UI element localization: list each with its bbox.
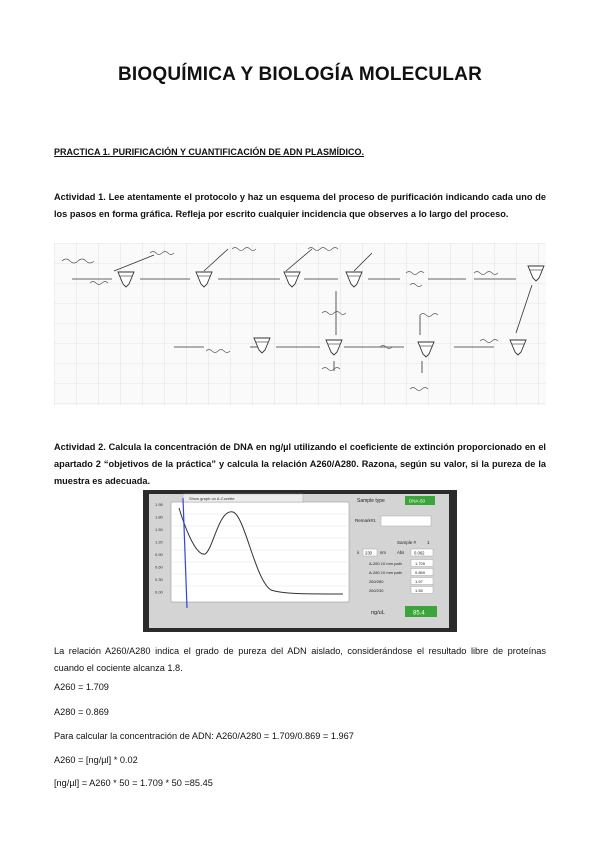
y-tick-label: 0.60: [155, 564, 163, 570]
y-tick-label: 1.80: [155, 514, 163, 520]
sample-value: 1: [427, 540, 430, 545]
concentration-value: 85.4: [413, 610, 425, 617]
sample-type-label: Sample type: [357, 498, 385, 504]
result-row-label: A-280 10 mm path: [369, 570, 402, 575]
practice-subtitle: PRACTICA 1. PURIFICACIÓN Y CUANTIFICACIÓN DE ADN PLASMÍDICO.: [54, 147, 365, 157]
activity-1-paragraph: [54, 189, 546, 223]
unit-label: ng/uL: [371, 610, 385, 616]
graph-dropdown[interactable]: Show graph on A-Cuvette: [189, 496, 235, 501]
abs-value: 0.062: [414, 550, 425, 556]
sample-type-value[interactable]: DNA-50: [409, 498, 426, 504]
result-row-label: 260/280: [369, 579, 384, 584]
y-tick-label: 0.00: [155, 589, 163, 595]
result-row-value: 1.97: [415, 579, 423, 584]
spectrophotometer-photo: [143, 490, 457, 632]
conversion-line: A260 = [ng/µl] * 0.02: [54, 755, 138, 765]
activity-2-label: Actividad 2.: [54, 442, 106, 452]
activity-2-text: Calcula la concentración de DNA en ng/µl utilizando el coeficiente de extinción proporcionado en el apartado 2 “objetivos de la práctica” y calcula la relación A260/A280. Razona, según su valor, si la pureza de la muestra es adecuada.: [54, 442, 546, 486]
activity-1-label: Actividad 1.: [54, 192, 106, 202]
a280-line: A280 = 0.869: [54, 707, 109, 717]
result-row-value: 1.55: [415, 588, 423, 593]
concentration-line: [ng/µl] = A260 * 50 = 1.709 * 50 =85.45: [54, 778, 213, 788]
result-row-label: 260/230: [369, 588, 384, 593]
remark-input[interactable]: [381, 516, 431, 526]
y-tick-label: 1.95: [155, 502, 163, 507]
abs-label: Abs: [397, 550, 405, 555]
lambda-input[interactable]: 230: [365, 550, 372, 556]
y-tick-label: 1.50: [155, 527, 163, 532]
result-row-value: 0.869: [415, 570, 426, 575]
y-tick-label: 0.30: [155, 577, 163, 582]
activity-1-text: Lee atentamente el protocolo y haz un esquema del proceso de purificación indicando cada uno de los pasos en forma gráfica. Refleja por escrito cualquier incidencia que observes a lo largo del proceso.: [54, 192, 546, 219]
y-tick-label: 0.90: [155, 552, 163, 557]
purification-scheme-figure: [54, 243, 546, 405]
page-title: BIOQUÍMICA Y BIOLOGÍA MOLECULAR: [117, 64, 483, 85]
nm-unit: nm: [380, 550, 386, 555]
result-row-label: A-260 10 mm path: [369, 561, 402, 566]
ratio-line: Para calcular la concentración de ADN: A260/A280 = 1.709/0.869 = 1.967: [54, 731, 354, 741]
remark-label: Remark#1: [355, 518, 376, 523]
y-tick-label: 1.20: [155, 539, 163, 545]
sample-label: Sample #: [397, 540, 417, 545]
result-row-value: 1.709: [415, 561, 426, 566]
result-paragraph: La relación A260/A280 indica el grado de pureza del ADN aislado, considerándose el resultado libre de proteínas cuando el cociente alcanza 1.8.: [54, 646, 546, 673]
a260-line: A260 = 1.709: [54, 682, 109, 692]
activity-2-paragraph: [54, 439, 546, 490]
lambda-label: λ: [357, 550, 360, 555]
